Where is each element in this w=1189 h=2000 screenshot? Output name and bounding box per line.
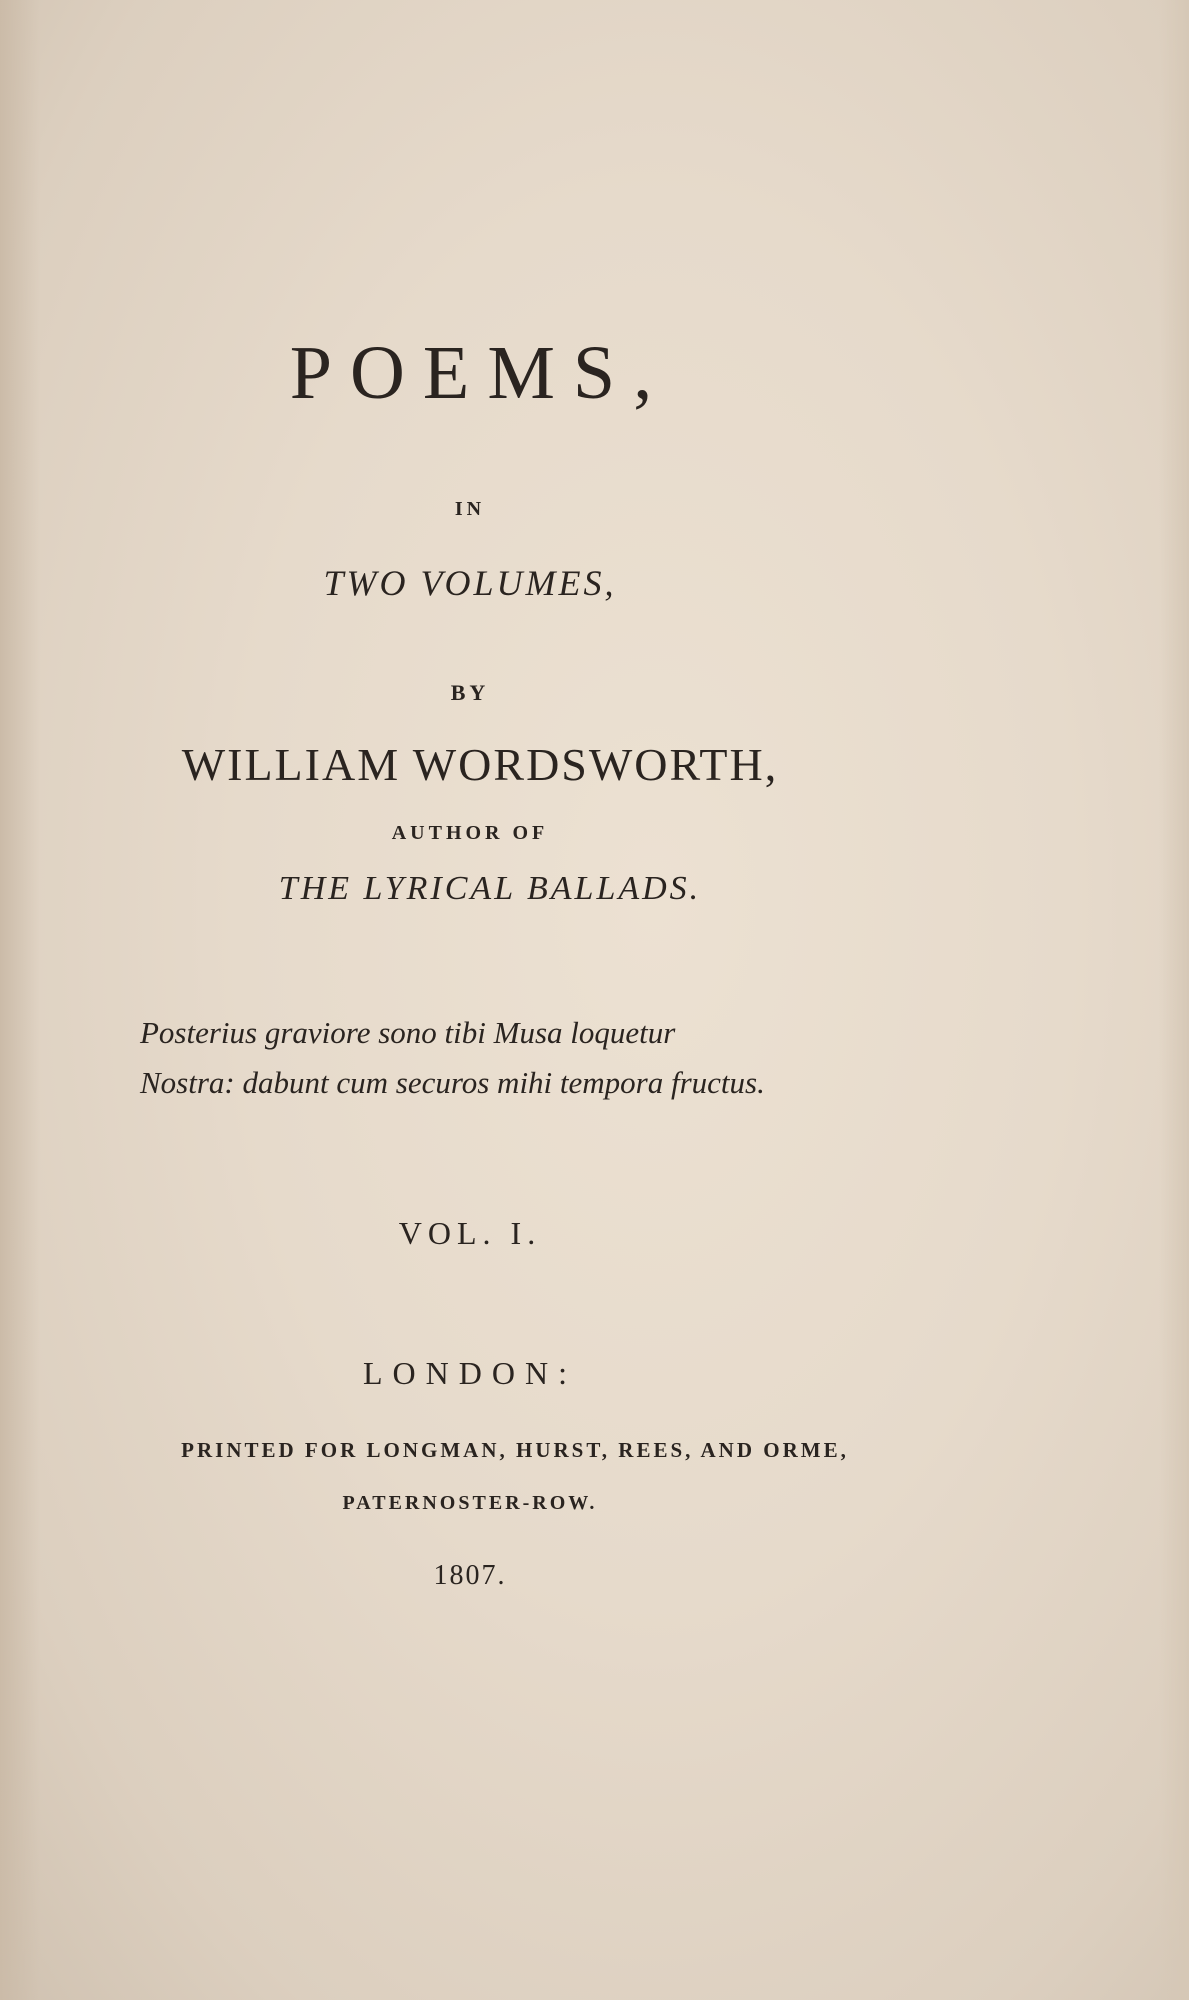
previous-work-title: THE LYRICAL BALLADS. [278, 870, 702, 907]
volumes-label: TWO VOLUMES, [323, 563, 617, 603]
motto-line-1: Posterius graviore sono tibi Musa loquetur [140, 1015, 676, 1050]
by-label: BY [450, 680, 490, 705]
book-title: POEMS, [289, 331, 671, 415]
in-label: IN [454, 498, 486, 520]
volume-number: VOL. I. [398, 1215, 542, 1251]
author-of-label: AUTHOR OF [391, 822, 549, 844]
page-edge-shadow-left [0, 0, 40, 2000]
imprint-printer: PRINTED FOR LONGMAN, HURST, REES, AND ORME, [181, 1438, 849, 1462]
author-name: WILLIAM WORDSWORTH, [181, 739, 779, 790]
page-edge-shadow-right [1159, 0, 1189, 2000]
motto-line-2: Nostra: dabunt cum securos mihi tempora fructus. [140, 1065, 765, 1100]
imprint-year: 1807. [433, 1560, 507, 1591]
imprint-address: PATERNOSTER-ROW. [342, 1492, 598, 1514]
imprint-city: LONDON: [363, 1355, 577, 1391]
